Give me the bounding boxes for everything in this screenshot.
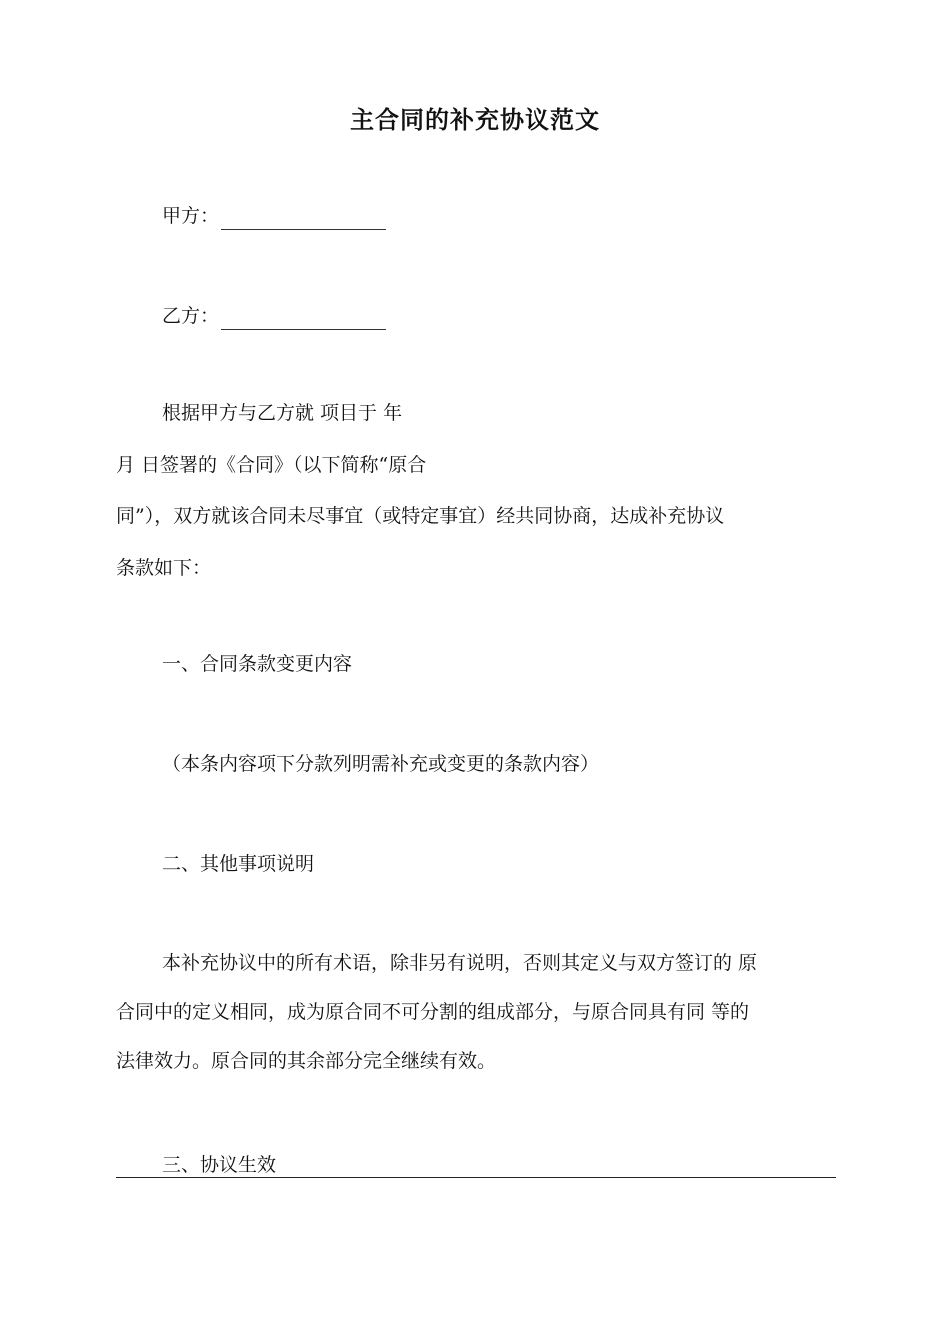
party-b-label: 乙方： <box>162 305 220 327</box>
section-1-note: （本条内容项下分款列明需补充或变更的条款内容） <box>162 753 600 775</box>
section-2-heading: 二、其他事项说明 <box>162 853 315 875</box>
intro-line-1: 根据甲方与乙方就 项目于 年 <box>162 402 403 424</box>
section-3-underline <box>116 1177 836 1178</box>
intro-line-3: 同”），双方就该合同未尽事宜（或特定事宜）经共同协商，达成补充协议 <box>116 505 725 527</box>
intro-line-4: 条款如下： <box>116 557 212 579</box>
section-1-heading: 一、合同条款变更内容 <box>162 653 353 675</box>
party-b-line <box>162 302 386 330</box>
party-a-label: 甲方： <box>162 205 220 227</box>
document-title: 主合同的补充协议范文 <box>350 106 600 134</box>
section-3-heading: 三、协议生效 <box>162 1154 277 1176</box>
party-a-blank <box>221 207 386 230</box>
section-2-para-line-3: 法律效力。原合同的其余部分完全继续有效。 <box>116 1050 497 1072</box>
section-2-para-line-1: 本补充协议中的所有术语，除非另有说明，否则其定义与双方签订的 原 <box>162 952 758 974</box>
intro-line-2: 月 日签署的《合同》（以下简称“原合 <box>116 454 427 476</box>
party-a-line <box>162 202 386 230</box>
section-2-para-line-2: 合同中的定义相同，成为原合同不可分割的组成部分，与原合同具有同 等的 <box>116 1001 750 1023</box>
party-b-blank <box>221 307 386 330</box>
